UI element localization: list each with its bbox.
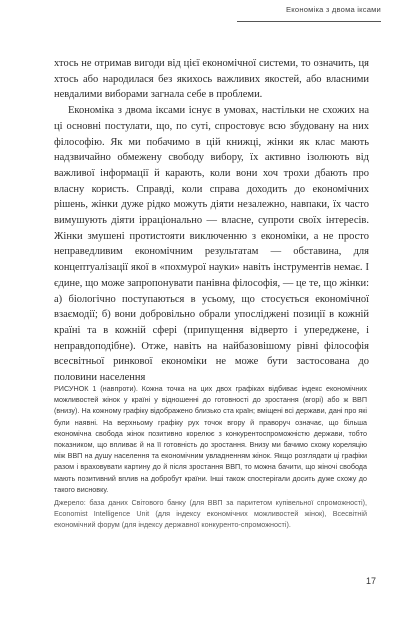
paragraph-economics: Економіка з двома іксами існує в умовах, настільки не схожих на ці основні постулати, що, по суті, спростовує всю збудовану на них філософію. Як ми побачимо в цій книжці, жінки як клас мають надзвичайно обмежену свободу вибору, їх активно ізолюють від важливої інформації й карають, коли вони хоч трохи дбають про власну користь. Справді, коли справа доходить до економічних рішень, жінки дуже рідко можуть діяти незалежно, навпаки, їх часто вимушують діяти ірраціонально — власне, супроти своїх інтересів. Жінки змушені протистояти виключенню з економіки, а не просто неправедливим економічним результатам — обставина, для концептуалізації якої в «похмурої науки» навіть інструментів немає. І єдине, що може запропонувати панівна філософія, — це те, що жінки: а) біологічно поступаються в усьому, що стосується економічної взаємодії; б) вони добровільно обрали упосліджені позиції в кожній країні та в кожній сфері (припущення відверто і упереджене, і неправдоподібне). Отже, навіть на найбазовішому рівні філософія всесвітньої ринкової економіки не може бути застосована до половини населення [54, 105, 369, 384]
paragraph-continuation: хтось не отримав вигоди від цієї економічної системи, то означить, ця хтось або народилася без якихось важливих якостей, або власними невдалими виборами загнала себе в проблеми. [54, 58, 369, 101]
page-number: 17 [366, 576, 377, 586]
caption-source: Джерело: база даних Світового банку (для ВВП за паритетом купівельної спроможності), Economist Intelligence Unit (для індексу економічних можливостей жінок), Всесвітній економічний форум (для індексу державної конкуренто-спроможності). [54, 498, 367, 530]
caption-body [54, 383, 367, 495]
figure-caption [54, 383, 367, 531]
running-header [237, 0, 381, 22]
caption-text: Кожна точка на цих двох графіках відбиває індекс економічних можливостей жінок у країні у відношенні до готовності до зростання (вгорі) або ж ВВП (внизу). На кожному графіку відображено близько ста країн; вміщені всі держави, дані про які були наявні. На верхньому графіку рух точок вгору й праворуч означає, що більша економічна свобода жінок позитивно корелює з конкурентоспроможністю держави, тобто показником, що впливає й на її готовність до зростання. Внизу ми бачимо схожу кореляцію між ВВП на душу населення та економічним увладненням жінок. Якщо розглядати ці графіки разом і враховувати картину до й після зростання ВВП, то можна бачити, що жіночі свобода мають позитивний вплив на добробут країни. Інші також спостерігали досить дуже схожу до такого висновку. [54, 384, 367, 494]
running-header-title: Економіка з двома іксами [286, 5, 381, 14]
caption-label: РИСУНОК 1 (навпроти). [54, 384, 138, 393]
main-text [54, 56, 369, 386]
header-rule [237, 21, 381, 22]
